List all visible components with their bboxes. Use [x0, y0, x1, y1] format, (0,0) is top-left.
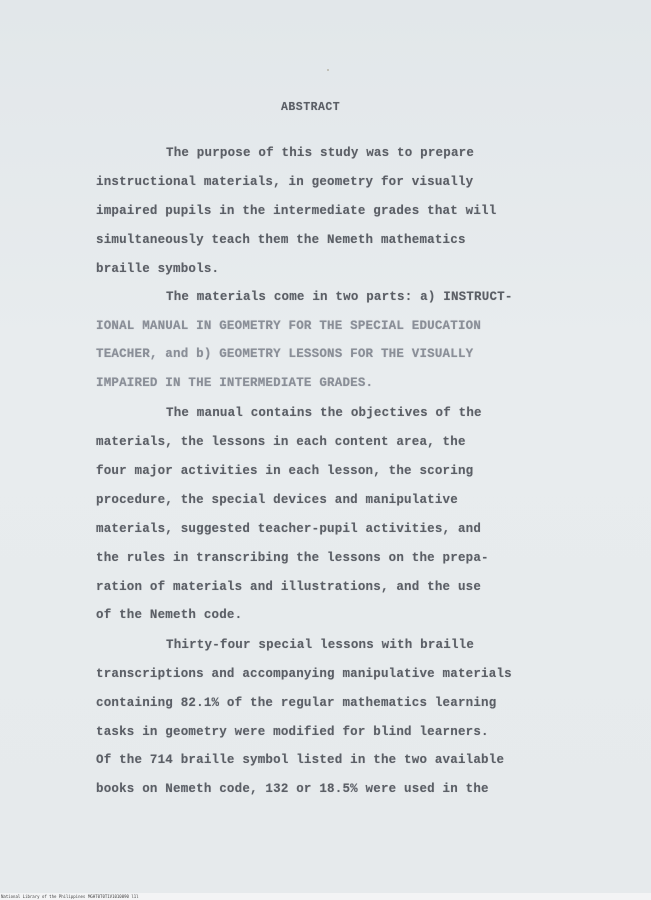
- text-line: TEACHER, and b) GEOMETRY LESSONS FOR THE VISUALLY: [96, 347, 474, 361]
- text-line: materials, suggested teacher-pupil activities, and: [96, 522, 482, 536]
- text-line: Thirty-four special lessons with braille: [166, 638, 475, 652]
- text-line: four major activities in each lesson, the scoring: [96, 464, 474, 478]
- text-line: Of the 714 braille symbol listed in the two available: [96, 753, 505, 767]
- text-line: ration of materials and illustrations, and the use: [96, 580, 482, 594]
- text-line: The purpose of this study was to prepare: [166, 146, 475, 160]
- scan-footer: [0, 893, 651, 900]
- text-line: books on Nemeth code, 132 or 18.5% were used in the: [96, 782, 489, 796]
- abstract-title: ABSTRACT: [281, 101, 341, 114]
- text-line: containing 82.1% of the regular mathematics learning: [96, 696, 497, 710]
- text-line: materials, the lessons in each content area, the: [96, 435, 466, 449]
- text-line: IMPAIRED IN THE INTERMEDIATE GRADES.: [96, 376, 374, 390]
- text-line: impaired pupils in the intermediate grades that will: [96, 204, 497, 218]
- text-line: instructional materials, in geometry for visually: [96, 175, 474, 189]
- text-line: of the Nemeth code.: [96, 608, 243, 622]
- scan-id: MGHT0T0T1V1010090 l1l: [88, 894, 139, 899]
- text-line: The manual contains the objectives of the: [166, 406, 482, 420]
- text-line: IONAL MANUAL IN GEOMETRY FOR THE SPECIAL EDUCATION: [96, 319, 482, 333]
- text-line: braille symbols.: [96, 262, 220, 276]
- text-line: the rules in transcribing the lessons on the prepa-: [96, 551, 489, 565]
- library-credit: National Library of the Philippines: [1, 894, 86, 899]
- text-line: transcriptions and accompanying manipulative materials: [96, 667, 512, 681]
- paper-speck: [327, 69, 329, 71]
- text-line: simultaneously teach them the Nemeth mathematics: [96, 233, 466, 247]
- text-line: tasks in geometry were modified for blind learners.: [96, 725, 489, 739]
- text-line: The materials come in two parts: a) INSTRUCT-: [166, 290, 513, 304]
- text-line: procedure, the special devices and manipulative: [96, 493, 458, 507]
